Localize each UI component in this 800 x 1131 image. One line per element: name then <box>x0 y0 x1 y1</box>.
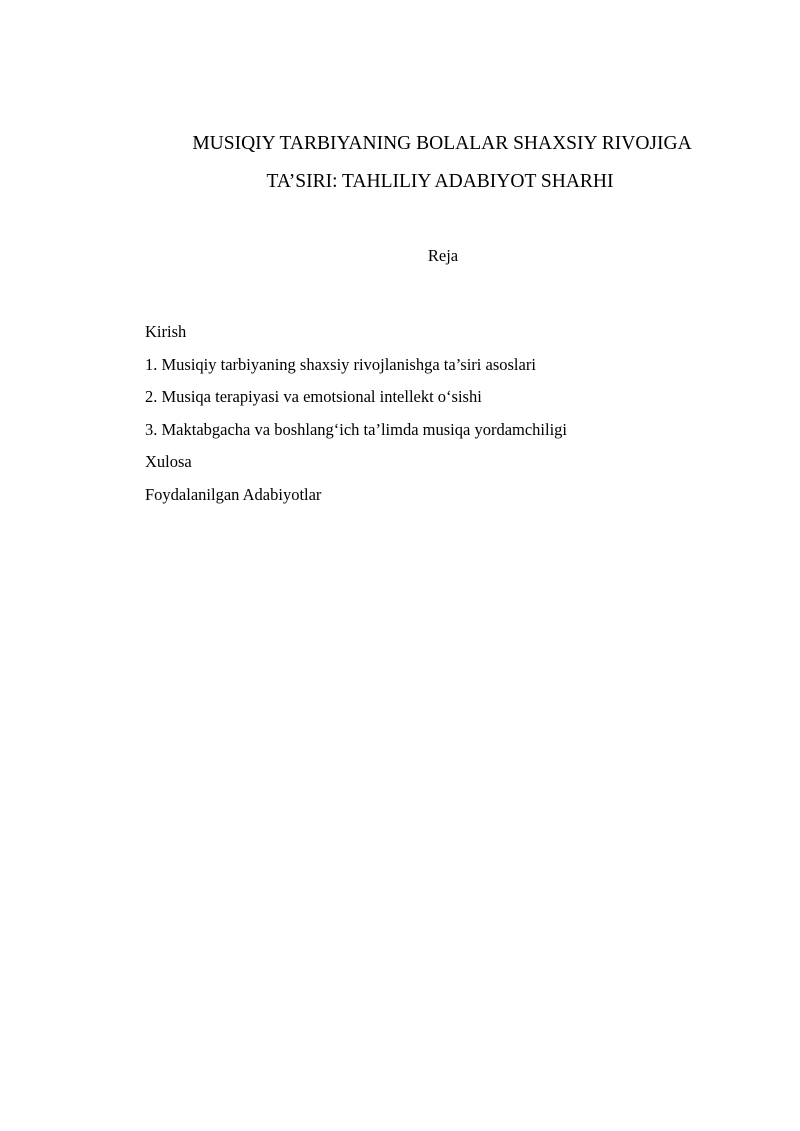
toc-item-2: 2. Musiqa terapiyasi va emotsional intellekt o‘sishi <box>145 387 482 406</box>
plan-heading: Reja <box>427 246 459 265</box>
toc-item-3: 3. Maktabgacha va boshlang‘ich ta’limda musiqa yordamchiligi <box>145 419 568 439</box>
toc-item-conclusion: Xulosa <box>145 452 192 471</box>
table-of-contents <box>145 316 765 511</box>
document-title-line-2: TA’SIRI: TAHLILIY ADABIYOT SHARHI <box>266 171 614 192</box>
toc-item-references: Foydalanilgan Adabiyotlar <box>145 484 322 504</box>
toc-item-1: 1. Musiqiy tarbiyaning shaxsiy rivojlanishga ta’siri asoslari <box>145 354 536 374</box>
toc-item-introduction: Kirish <box>145 322 187 341</box>
document-title-line-1: MUSIQIY TARBIYANING BOLALAR SHAXSIY RIVOJIGA <box>192 133 692 154</box>
